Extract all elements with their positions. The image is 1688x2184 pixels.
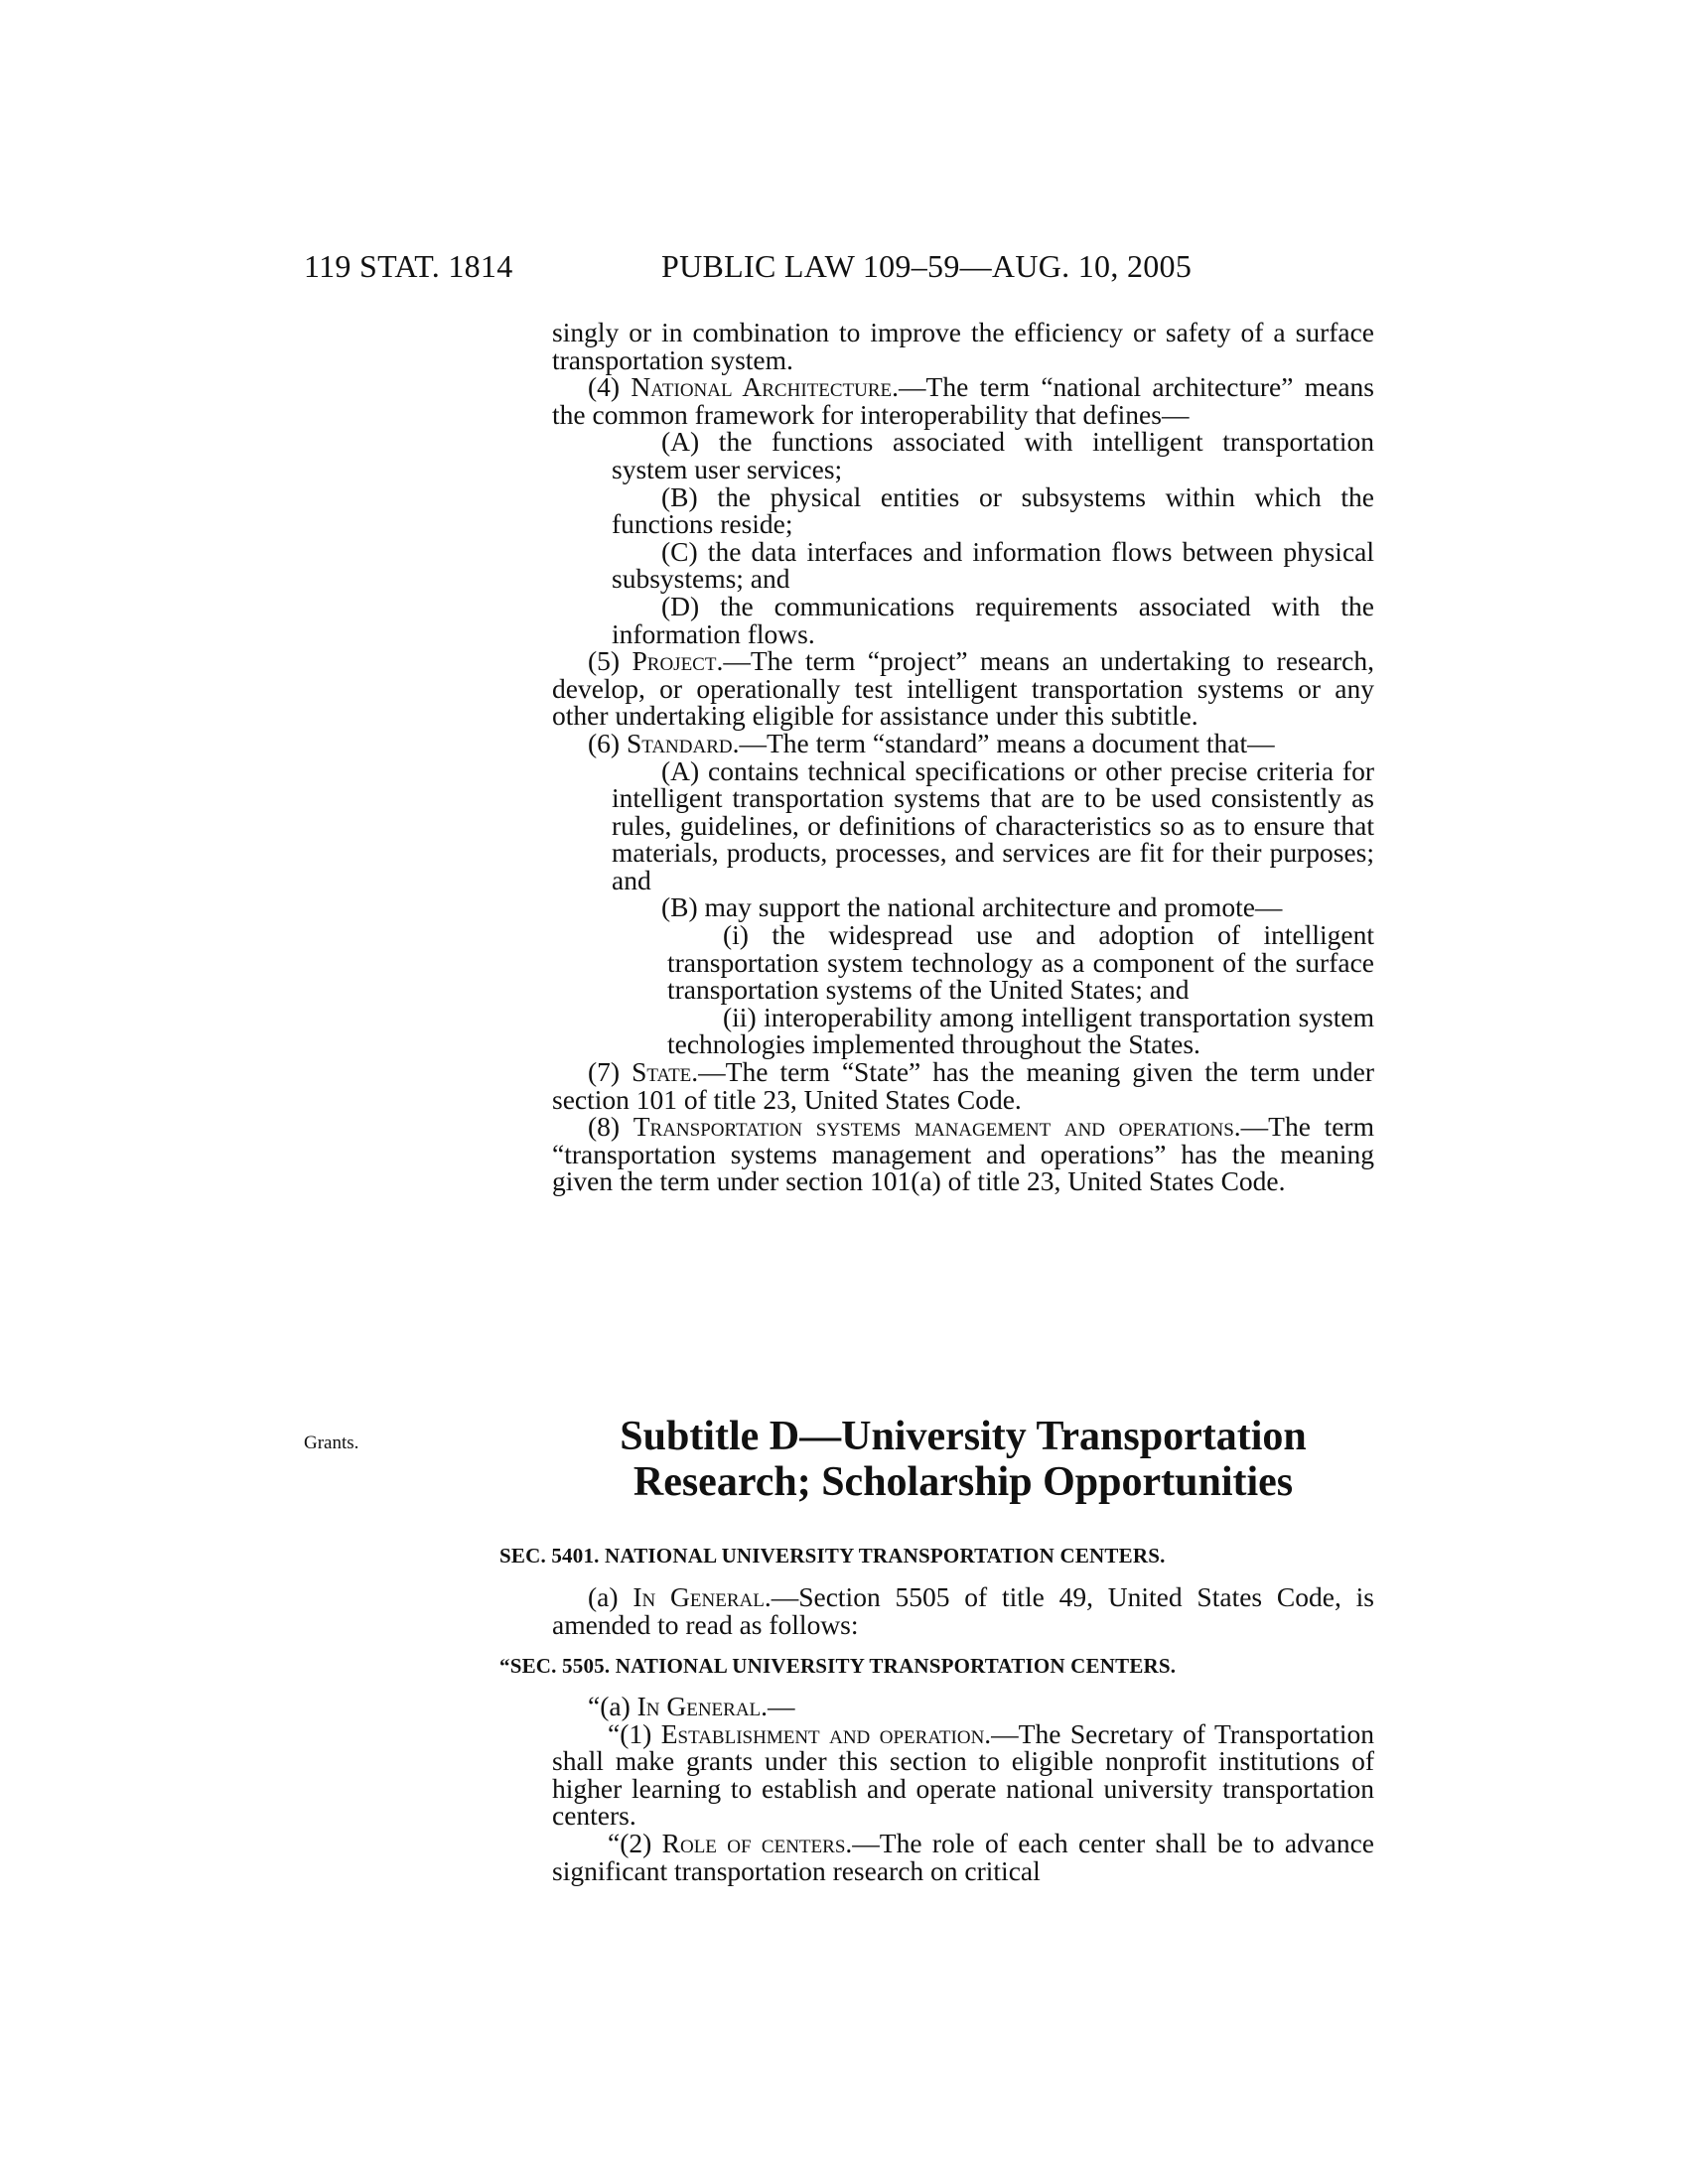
term-heading: Establishment and operation: [660, 1717, 985, 1749]
section-5401-heading: SEC. 5401. NATIONAL UNIVERSITY TRANSPORTATION CENTERS.: [499, 1544, 1166, 1568]
subtitle-line-2: Research; Scholarship Opportunities: [633, 1459, 1294, 1505]
subparagraph-a: (A) contains technical specifications or other precise criteria for intelligent transportation systems that are to be used consistently as rules, guidelines, or definitions of characteristics so as to ensure that materials, products, processes, and services are fit for their purposes; and: [612, 754, 1374, 895]
page-stat-number: 119 STAT. 1814: [304, 248, 513, 284]
term-heading: State: [632, 1056, 692, 1088]
paragraph-establishment: “(1) Establishment and operation.—The Secretary of Transportation shall make grants under this section to eligible nonprofit institutions of higher learning to establish and operate national university transportation centers.: [552, 1717, 1374, 1832]
paragraph-state: (7) State.—The term “State” has the meaning given the term under section 101 of title 23, United States Code.: [552, 1056, 1374, 1115]
subtitle-heading: [552, 1414, 1374, 1505]
paragraph-national-architecture: (4) National Architecture.—The term “national architecture” means the common framework for interoperability that defines—: [552, 371, 1374, 430]
subparagraph-b: (B) the physical entities or subsystems within which the functions reside;: [612, 480, 1374, 540]
paragraph-tsmo: (8) Transportation systems management and operations.—The term “transportation systems management and operations” has the meaning given the term under section 101(a) of title 23, United States Code.: [552, 1111, 1374, 1197]
section-5505-body: [552, 1693, 1374, 1884]
subtitle-line-1: Subtitle D—University Transportation: [620, 1414, 1307, 1459]
subsection-a: “(a) In General.—: [588, 1691, 795, 1721]
term-heading: In General: [633, 1581, 765, 1612]
term-heading: Standard: [626, 727, 733, 758]
term-heading: National Architecture: [631, 371, 893, 403]
subparagraph-c: (C) the data interfaces and information flows between physical subsystems; and: [612, 535, 1374, 595]
term-heading: Role of centers: [661, 1827, 846, 1858]
section-5401-body: [552, 1583, 1374, 1638]
paragraph-continuation: singly or in combination to improve the efficiency or safety of a surface transportation system.: [552, 317, 1374, 375]
paragraph-standard: (6) Standard.—The term “standard” means a document that—: [588, 727, 1275, 758]
section-5505-heading: “SEC. 5505. NATIONAL UNIVERSITY TRANSPORTATION CENTERS.: [499, 1654, 1177, 1678]
paragraph-project: (5) Project.—The term “project” means an undertaking to research, develop, or operationally test intelligent transportation systems or any other undertaking eligible for assistance under this subtitle.: [552, 645, 1374, 732]
running-header-title: PUBLIC LAW 109–59—AUG. 10, 2005: [661, 248, 1193, 284]
term-heading: Transportation systems management and operations: [633, 1111, 1234, 1143]
margin-note-grants: Grants.: [304, 1433, 359, 1453]
clause-i: (i) the widespread use and adoption of intelligent transportation system technology as a component of the surface transportation systems of the United States; and: [667, 919, 1374, 1006]
subparagraph-b: (B) may support the national architecture and promote—: [661, 891, 1283, 923]
term-heading: Project: [632, 645, 717, 677]
definitions-block: [552, 319, 1374, 1195]
subparagraph-d: (D) the communications requirements associated with the information flows.: [612, 590, 1374, 649]
paragraph-role-of-centers: “(2) Role of centers.—The role of each center shall be to advance significant transportation research on critical: [552, 1827, 1374, 1886]
subsection-a: (a) In General.—Section 5505 of title 49, United States Code, is amended to read as follows:: [552, 1581, 1375, 1640]
term-heading: In General: [636, 1691, 762, 1721]
subparagraph-a: (A) the functions associated with intelligent transportation system user services;: [612, 426, 1374, 484]
clause-ii: (ii) interoperability among intelligent transportation system technologies implemented throughout the States.: [667, 1001, 1374, 1060]
